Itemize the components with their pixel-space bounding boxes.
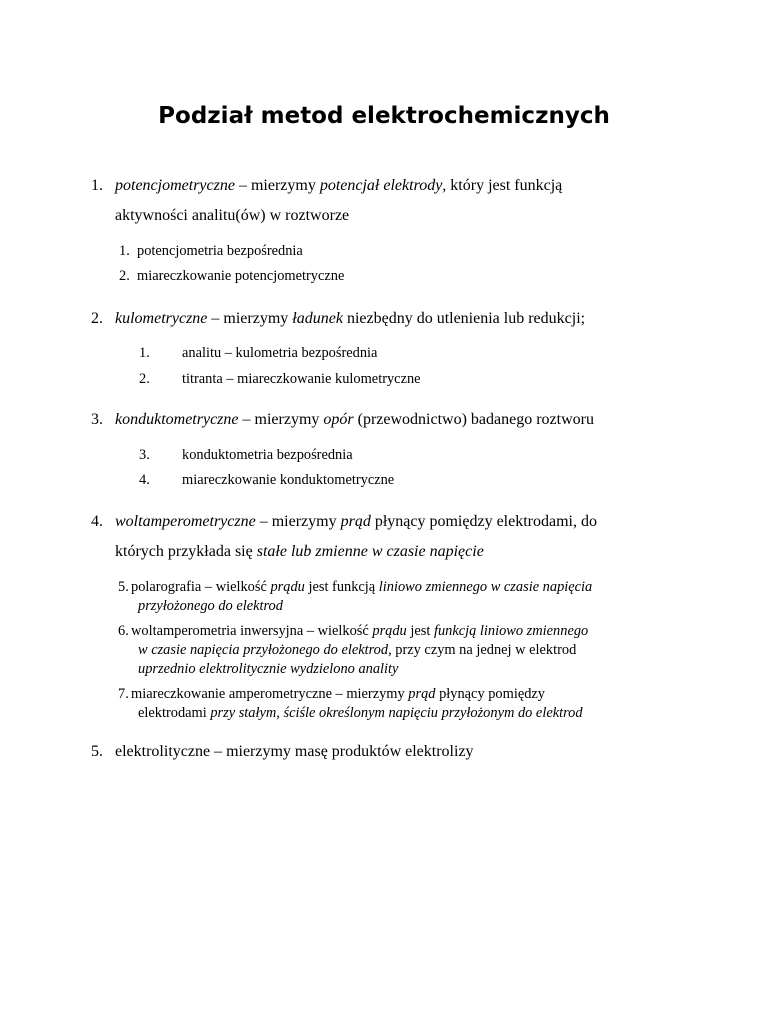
list-number: 3. bbox=[139, 447, 150, 463]
list-item: miareczkowanie konduktometryczne bbox=[182, 472, 395, 488]
section-heading-line: woltamperometryczne – mierzymy prąd płynący pomiędzy elektrodami, do bbox=[115, 513, 597, 530]
list-number: 1. bbox=[119, 243, 130, 259]
list-item: konduktometria bezpośrednia bbox=[182, 447, 353, 463]
list-item: analitu – kulometria bezpośrednia bbox=[182, 345, 378, 361]
list-item-continuation: przyłożonego do elektrod bbox=[138, 598, 283, 614]
page-title: Podział metod elektrochemicznych bbox=[158, 103, 610, 129]
list-item: polarografia – wielkość prądu jest funkcją liniowo zmiennego w czasie napięcia bbox=[131, 579, 593, 595]
measured-quantity: potencjał elektrody bbox=[319, 177, 443, 194]
list-item-continuation: w czasie napięcia przyłożonego do elektrod, przy czym na jednej w elektrod bbox=[138, 642, 577, 658]
list-number: 5. bbox=[91, 743, 103, 760]
measured-quantity: prąd bbox=[340, 513, 371, 530]
list-number: 1. bbox=[91, 177, 103, 194]
list-number: 2. bbox=[119, 268, 130, 284]
section-heading-line: elektrolityczne – mierzymy masę produktów elektrolizy bbox=[115, 743, 474, 760]
list-number: 6. bbox=[118, 623, 129, 639]
list-number: 2. bbox=[139, 371, 150, 387]
measured-quantity: ładunek bbox=[292, 310, 343, 327]
list-item: potencjometria bezpośrednia bbox=[137, 243, 303, 259]
section-heading-line: potencjometryczne – mierzymy potencjał elektrody, który jest funkcją bbox=[115, 177, 563, 194]
list-item: titranta – miareczkowanie kulometryczne bbox=[182, 371, 421, 387]
list-number: 4. bbox=[139, 472, 150, 488]
list-item-continuation: uprzednio elektrolitycznie wydzielono anality bbox=[138, 661, 399, 677]
method-term: kulometryczne bbox=[115, 310, 208, 327]
list-item: miareczkowanie potencjometryczne bbox=[137, 268, 345, 284]
method-term: potencjometryczne bbox=[115, 177, 235, 194]
list-item: miareczkowanie amperometryczne – mierzymy prąd płynący pomiędzy bbox=[131, 686, 545, 702]
section-heading-line: kulometryczne – mierzymy ładunek niezbędny do utlenienia lub redukcji; bbox=[115, 310, 586, 327]
list-item-continuation: elektrodami przy stałym, ściśle określonym napięciu przyłożonym do elektrod bbox=[138, 705, 583, 721]
section-heading-line: których przykłada się stałe lub zmienne w czasie napięcie bbox=[115, 543, 484, 560]
section-heading-line: konduktometryczne – mierzymy opór (przewodnictwo) badanego roztworu bbox=[115, 411, 594, 428]
list-item: woltamperometria inwersyjna – wielkość prądu jest funkcją liniowo zmiennego bbox=[131, 623, 589, 639]
list-number: 4. bbox=[91, 513, 103, 530]
list-number: 3. bbox=[91, 411, 103, 428]
list-number: 1. bbox=[139, 345, 150, 361]
method-term: woltamperometryczne bbox=[115, 513, 256, 530]
section-heading-line: aktywności analitu(ów) w roztworze bbox=[115, 207, 350, 224]
list-number: 5. bbox=[118, 579, 129, 595]
measured-quantity: opór bbox=[323, 411, 354, 428]
list-number: 7. bbox=[118, 686, 129, 702]
method-term: konduktometryczne bbox=[115, 411, 239, 428]
list-number: 2. bbox=[91, 310, 103, 327]
